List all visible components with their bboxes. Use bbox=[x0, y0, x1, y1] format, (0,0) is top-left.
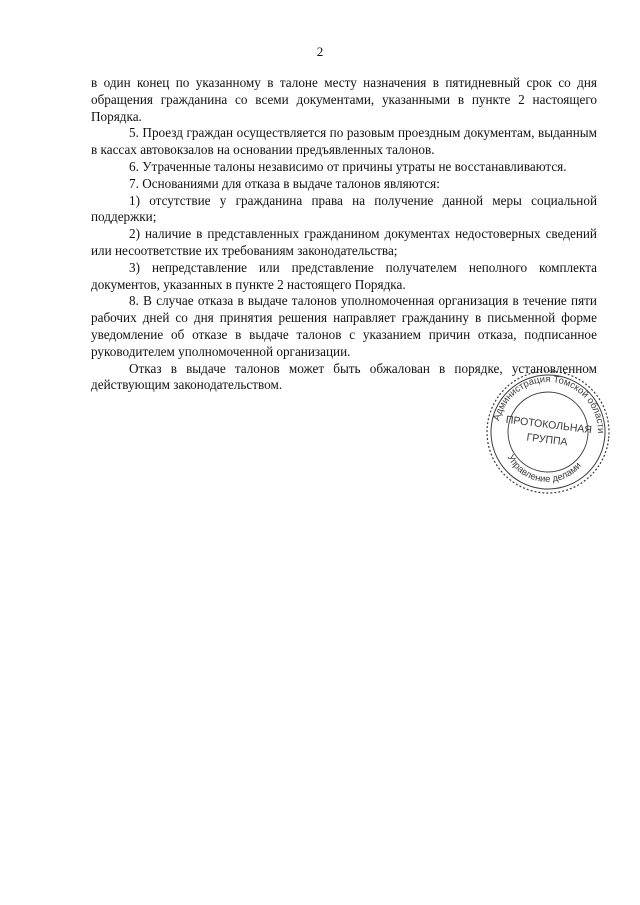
page-number: 2 bbox=[316, 44, 324, 59]
stamp-outer-text-top: Администрация Томской области bbox=[491, 373, 607, 434]
paragraph-intro-continuation: в один конец по указанному в талоне месту назначения в пятидневный срок со дня обращения гражданина со всеми документами, указанными в пункте 2 настоящего Порядка. bbox=[91, 75, 597, 124]
document-body bbox=[91, 75, 597, 394]
paragraph-item-7-1: 1) отсутствие у гражданина права на получение данной меры социальной поддержки; bbox=[91, 192, 597, 225]
paragraph-item-6: 6. Утраченные талоны независимо от причины утраты не восстанавливаются. bbox=[129, 158, 567, 174]
official-stamp bbox=[477, 361, 620, 504]
stamp-graphic bbox=[477, 361, 620, 504]
stamp-center-line-1: ПРОТОКОЛЬНАЯ bbox=[505, 413, 593, 437]
paragraph-item-7-2: 2) наличие в представленных гражданином документах недостоверных сведений или несоответствие их требованиям законодательства; bbox=[91, 226, 597, 258]
paragraph-appeal: Отказ в выдаче талонов может быть обжалован в порядке, установленном действующим законодательством. bbox=[91, 360, 597, 393]
stamp-center-line-2: ГРУППА bbox=[525, 431, 569, 449]
paragraph-item-5: 5. Проезд граждан осуществляется по разовым проездным документам, выданным в кассах автовокзалов на основании предъявленных талонов. bbox=[91, 125, 597, 158]
paragraph-item-7-3: 3) непредставление или представление получателем неполного комплекта документов, указанных в пункте 2 настоящего Порядка. bbox=[91, 259, 597, 292]
paragraph-item-7: 7. Основаниями для отказа в выдаче талонов являются: bbox=[129, 175, 440, 191]
stamp-outer-text-bottom: Управление делами bbox=[504, 452, 584, 485]
paragraph-item-8: 8. В случае отказа в выдаче талонов уполномоченная организация в течение пяти рабочих дней со дня принятия решения направляет гражданину в письменной форме уведомление об отказе в выдаче талонов с указанием причин отказа, подписанное руководителем уполномоченной организации. bbox=[91, 293, 597, 359]
